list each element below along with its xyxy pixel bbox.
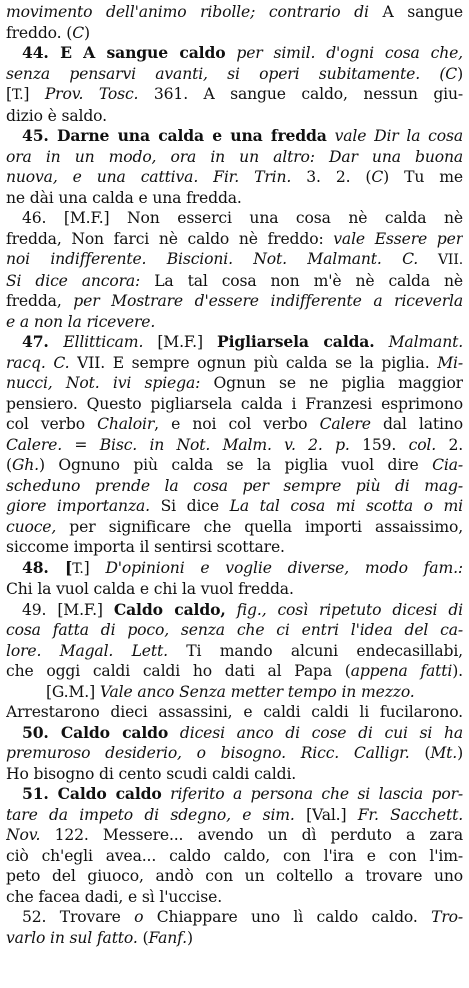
text-line: nuova, e una cattiva. Fir. Trin. 3. 2. (C) Tu me [6,168,463,186]
entry-45: 45. Darne una calda e una fredda vale Dir la cosa [22,126,463,145]
text-line: premuroso desiderio, o bisogno. Ricc. Calligr. (Mt.) [6,744,463,762]
text-line: senza pensarvi avanti, si operi subitamente. (C) [6,64,463,83]
text-line: fredda, per Mostrare d'essere indifferente a riceverla [6,292,463,310]
text-line: [T.] Prov. Tosc. 361. A sangue caldo, nessun giu- [6,85,463,103]
text-line: siccome importa il sentirsi scottare. [6,538,285,556]
text-line: Chi la vuol calda e chi la vuol fredda. [6,580,294,598]
text-line: cosa fatta di poco, senza che ci entri l'idea del ca- [6,621,463,639]
entry-47: 47. Ellitticam. [M.F.] Pigliarsela calda. Malmant. [22,332,463,351]
text-line: Calere. = Bisc. in Not. Malm. v. 2. p. 159. col. 2. [6,435,463,454]
entry-51: 51. Caldo caldo riferito a persona che si lascia por- [22,784,463,803]
text-line: noi indifferente. Biscioni. Not. Malmant. C. VII. [6,250,463,268]
text-line: peto del giuoco, andò con un coltello a trovare uno [6,867,463,885]
text-line: ne dài una calda e una fredda. [6,188,242,207]
text-line: [G.M.] Vale anco Senza metter tempo in mezzo. [46,682,415,701]
text-line: racq. C. VII. E sempre ognun più calda se la piglia. Mi- [6,353,463,372]
entry-52: 52. Trovare o Chiappare uno lì caldo caldo. Tro- [22,908,463,926]
text-line: movimento dell'animo ribolle; contrario di A sangue [6,3,463,21]
text-line: tare da impeto di sdegno, e sim. [Val.] Fr. Sacchett. [6,805,463,824]
text-line: scheduno prende la cosa per sempre più di mag- [6,476,463,495]
text-line: Ho bisogno di cento scudi caldi caldi. [6,764,297,783]
text-line: ciò ch'egli avea... caldo caldo, con l'ira e con l'im- [6,846,463,865]
text-line: freddo. (C) [6,23,90,42]
text-line: Nov. 122. Messere... avendo un dì perduto a zara [6,826,463,844]
entry-44: 44. E A sangue caldo per simil. d'ogni cosa che, [22,43,463,62]
text-line: fredda, Non farci nè caldo nè freddo: vale Essere per [6,229,463,248]
text-line: che facea dadi, e sì l'uccise. [6,887,222,906]
text-line: che oggi caldi caldi ho dati al Papa (appena fatti). [6,662,463,680]
text-line: (Gh.) Ognuno più calda se la piglia vuol dire Cia- [6,456,463,474]
text-line: Arrestarono dieci assassini, e caldi caldi li fucilarono. [6,703,463,721]
text-line: e a non la ricevere. [6,312,156,331]
text-line: col verbo Chaloir, e noi col verbo Calere dal latino [6,415,463,433]
text-line: pensiero. Questo pigliarsela calda i Franzesi esprimono [6,394,463,413]
text-line: cuoce, per significare che quella importi assaissimo, [6,517,463,536]
entry-48: 48. [T.] D'opinioni e voglie diverse, modo fam.: [22,557,463,577]
text-line: dizio è saldo. [6,106,107,125]
entry-49: 49. [M.F.] Caldo caldo, fig., così ripetuto dicesi di [22,599,463,619]
text-line: giore importanza. Si dice La tal cosa mi scotta o mi [6,497,463,515]
entry-50: 50. Caldo caldo dicesi anco di cose di cui si ha [22,722,463,742]
entry-46: 46. [M.F.] Non esserci una cosa nè calda nè [22,209,463,227]
text-line: varlo in sul fatto. (Fanf.) [6,928,193,947]
text-line: Si dice ancora: La tal cosa non m'è nè calda nè [6,271,463,290]
text-line: ora in un modo, ora in un altro: Dar una buona [6,147,463,166]
text-line: nucci, Not. ivi spiega: Ognun se ne piglia maggior [6,374,463,392]
text-line: lore. Magal. Lett. Ti mando alcuni endecasillabi, [6,641,463,660]
